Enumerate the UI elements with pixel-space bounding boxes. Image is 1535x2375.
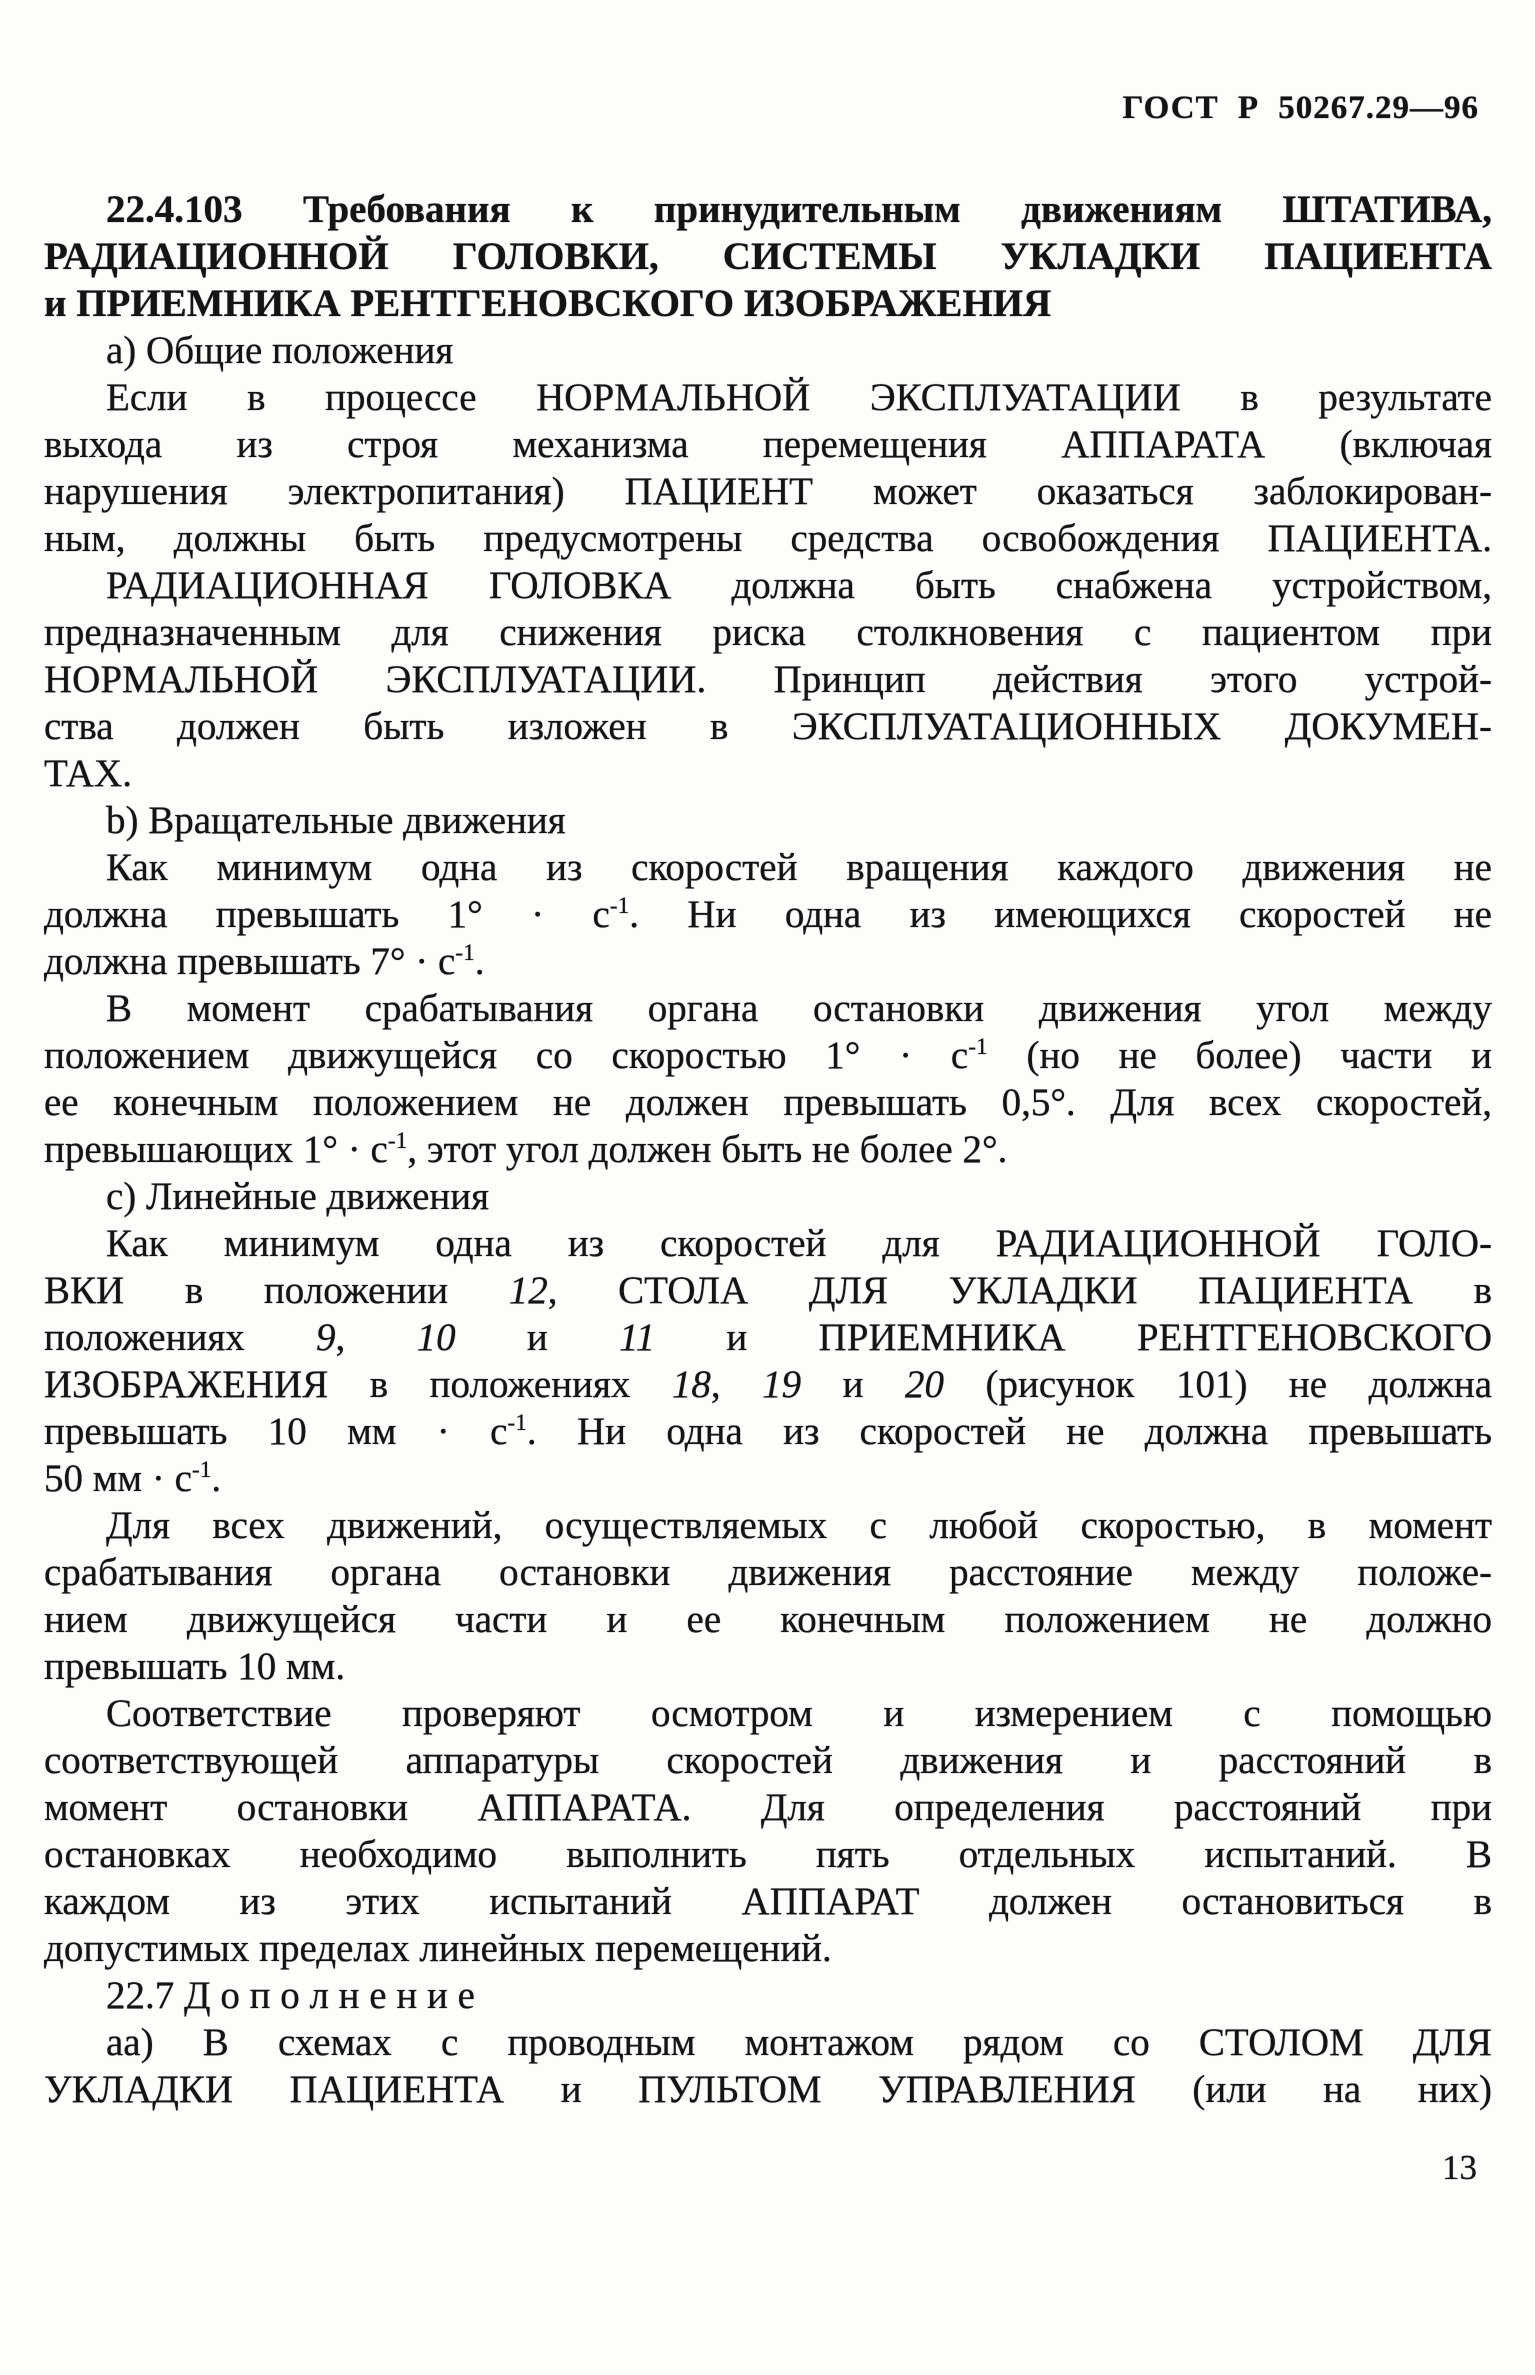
- page-number: 13: [1442, 2148, 1477, 2187]
- item-aa-paragraph: [44, 2019, 1492, 2113]
- item-a-heading: [44, 327, 1492, 374]
- para-compliance: [44, 1690, 1492, 1972]
- text-line: УКЛАДКИ ПАЦИЕНТА и ПУЛЬТОМ УПРАВЛЕНИЯ (или на них): [44, 2068, 1492, 2111]
- superscript: -1: [455, 940, 475, 966]
- text-line: соответствующей аппаратуры скоростей движения и расстояний в: [44, 1739, 1492, 1782]
- text-line: 22.4.103 Требования к принудительным движениям ШТАТИВА,: [106, 188, 1492, 231]
- text-line: 50 мм · $с^{-1}$.: [44, 1457, 222, 1500]
- text-line: каждом из этих испытаний АППАРАТ должен остановиться в: [44, 1880, 1492, 1923]
- text-line: предназначенным для снижения риска столкновения с пациентом при: [44, 611, 1492, 654]
- styled-run: 10: [416, 1316, 456, 1359]
- text-line: должна превышать $7^\circ \cdot с^{-1}$.: [44, 940, 485, 983]
- text-line: момент остановки АППАРАТА. Для определения расстояний при: [44, 1786, 1492, 1829]
- text-line: выхода из строя механизма перемещения АППАРАТА (включая: [44, 423, 1492, 466]
- para-linear-1: [44, 1220, 1492, 1502]
- text-line: Как минимум одна из скоростей для РАДИАЦИОННОЙ ГОЛО-: [106, 1222, 1492, 1265]
- text-line: Для всех движений, осуществляемых с любой скоростью, в момент: [106, 1504, 1492, 1547]
- text-line: нарушения электропитания) ПАЦИЕНТ может оказаться заблокирован-: [44, 470, 1492, 513]
- text-line: ВКИ в положении 12, СТОЛА ДЛЯ УКЛАДКИ ПАЦИЕНТА в: [44, 1269, 1492, 1312]
- item-c-heading: [44, 1173, 1492, 1220]
- text-line: 22.7 Д о п о л н е н и е: [106, 1974, 475, 2017]
- text-line: ным, должны быть предусмотрены средства освобождения ПАЦИЕНТА.: [44, 517, 1492, 560]
- styled-run: 19: [762, 1363, 802, 1406]
- item-b-heading: [44, 797, 1492, 844]
- text-line: превышать 10 мм.: [44, 1645, 346, 1688]
- text-block: [44, 186, 1492, 2113]
- text-line: допустимых пределах линейных перемещений.: [44, 1927, 832, 1970]
- text-line: и ПРИЕМНИКА РЕНТГЕНОВСКОГО ИЗОБРАЖЕНИЯ: [44, 282, 1052, 325]
- clause-heading: [44, 186, 1492, 327]
- text-line: a) Общие положения: [106, 329, 454, 372]
- text-line: остановках необходимо выполнить пять отдельных испытаний. В: [44, 1833, 1492, 1876]
- subclause-22-7-heading: [44, 1972, 1492, 2019]
- superscript: -1: [507, 1410, 527, 1436]
- text-line: НОРМАЛЬНОЙ ЭКСПЛУАТАЦИИ. Принцип действия этого устрой-: [44, 658, 1492, 701]
- text-line: РАДИАЦИОННОЙ ГОЛОВКИ, СИСТЕМЫ УКЛАДКИ ПАЦИЕНТА: [44, 235, 1492, 278]
- para-linear-2: [44, 1502, 1492, 1690]
- text-line: Соответствие проверяют осмотром и измерением с помощью: [106, 1692, 1492, 1735]
- text-line: ИЗОБРАЖЕНИЯ в положениях 18, 19 и 20 (рисунок 101) не должна: [44, 1363, 1493, 1406]
- para-radiation-head: [44, 562, 1492, 797]
- text-line: положением движущейся со скоростью $1^\circ \cdot с^{-1}$ (но не более) части и: [44, 1034, 1492, 1077]
- text-line: аа) В схемах с проводным монтажом рядом со СТОЛОМ ДЛЯ: [106, 2021, 1492, 2064]
- text-line: ее конечным положением не должен превышать 0,5°. Для всех скоростей,: [44, 1081, 1492, 1124]
- text-line: c) Линейные движения: [106, 1175, 490, 1218]
- standard-number: ГОСТ Р 50267.29—96: [1122, 90, 1479, 126]
- text-line: превышающих $1^\circ \cdot с^{-1}$, этот угол должен быть не более 2°.: [44, 1128, 1008, 1171]
- styled-run: 9: [316, 1316, 336, 1359]
- text-line: положениях 9, 10 и 11 и ПРИЕМНИКА РЕНТГЕНОВСКОГО: [44, 1316, 1492, 1359]
- text-line: Если в процессе НОРМАЛЬНОЙ ЭКСПЛУАТАЦИИ в результате: [106, 376, 1492, 419]
- text-line: РАДИАЦИОННАЯ ГОЛОВКА должна быть снабжена устройством,: [106, 564, 1492, 607]
- styled-run: 20: [905, 1363, 944, 1406]
- superscript: -1: [387, 1128, 408, 1154]
- styled-run: 18: [671, 1363, 711, 1406]
- text-line: В момент срабатывания органа остановки движения угол между: [106, 987, 1492, 1030]
- text-line: ТАХ.: [44, 752, 132, 795]
- styled-run: 12: [508, 1269, 548, 1312]
- superscript: -1: [609, 893, 630, 919]
- styled-run: 11: [619, 1316, 656, 1359]
- text-line: срабатывания органа остановки движения расстояние между положе-: [44, 1551, 1492, 1594]
- para-general: [44, 374, 1492, 562]
- para-rotational-2: [44, 985, 1492, 1173]
- text-line: b) Вращательные движения: [106, 799, 566, 842]
- superscript: -1: [968, 1034, 988, 1060]
- superscript: -1: [191, 1457, 212, 1483]
- text-line: нием движущейся части и ее конечным положением не должно: [44, 1598, 1492, 1641]
- text-line: превышать 10 мм · $с^{-1}$. Ни одна из скоростей не должна превышать: [44, 1410, 1492, 1453]
- para-rotational-1: [44, 844, 1492, 985]
- text-line: ства должен быть изложен в ЭКСПЛУАТАЦИОННЫХ ДОКУМЕН-: [44, 705, 1492, 748]
- text-line: должна превышать $1^\circ \cdot с^{-1}$. Ни одна из имеющихся скоростей не: [44, 893, 1492, 936]
- text-line: Как минимум одна из скоростей вращения каждого движения не: [106, 846, 1492, 889]
